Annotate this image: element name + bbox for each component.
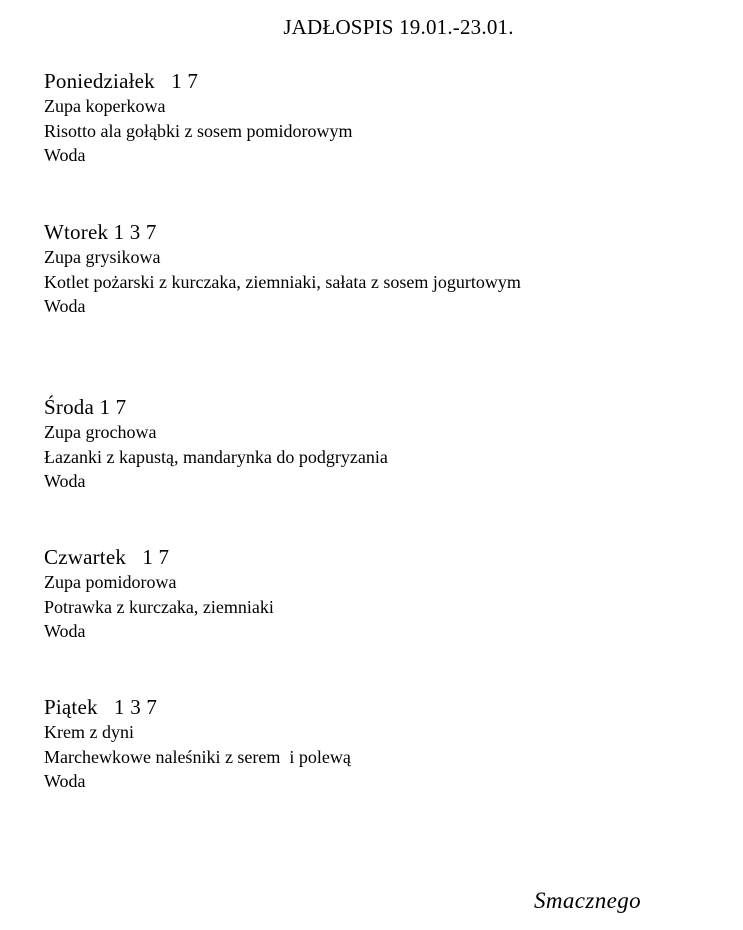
menu-title: JADŁOSPIS 19.01.-23.01. — [283, 15, 514, 39]
day-heading: Piątek 1 3 7 — [44, 695, 158, 719]
drink-item: Woda — [44, 471, 86, 491]
day-thursday — [44, 544, 704, 644]
day-heading: Środa 1 7 — [44, 395, 127, 419]
drink-item: Woda — [44, 621, 86, 641]
drink-item: Woda — [44, 771, 86, 791]
main-dish-item: Kotlet pożarski z kurczaka, ziemniaki, sałata z sosem jogurtowym — [44, 271, 521, 292]
day-heading: Poniedziałek 1 7 — [44, 69, 199, 93]
closing-greeting: Smacznego — [534, 888, 642, 913]
soup-item: Zupa pomidorowa — [44, 572, 177, 592]
day-monday — [44, 68, 704, 168]
soup-item: Zupa koperkowa — [44, 96, 166, 116]
drink-item: Woda — [44, 296, 86, 316]
day-tuesday — [44, 219, 704, 319]
soup-item: Zupa grochowa — [44, 422, 157, 442]
day-heading: Czwartek 1 7 — [44, 545, 170, 569]
main-dish-item: Marchewkowe naleśniki z serem i polewą — [44, 746, 351, 767]
day-friday — [44, 694, 704, 794]
soup-item: Krem z dyni — [44, 722, 134, 742]
main-dish-item: Risotto ala gołąbki z sosem pomidorowym — [44, 120, 353, 141]
main-dish-item: Łazanki z kapustą, mandarynka do podgryzania — [44, 446, 388, 467]
soup-item: Zupa grysikowa — [44, 247, 161, 267]
day-heading: Wtorek 1 3 7 — [44, 220, 157, 244]
main-dish-item: Potrawka z kurczaka, ziemniaki — [44, 596, 274, 617]
drink-item: Woda — [44, 145, 86, 165]
day-wednesday — [44, 394, 704, 494]
